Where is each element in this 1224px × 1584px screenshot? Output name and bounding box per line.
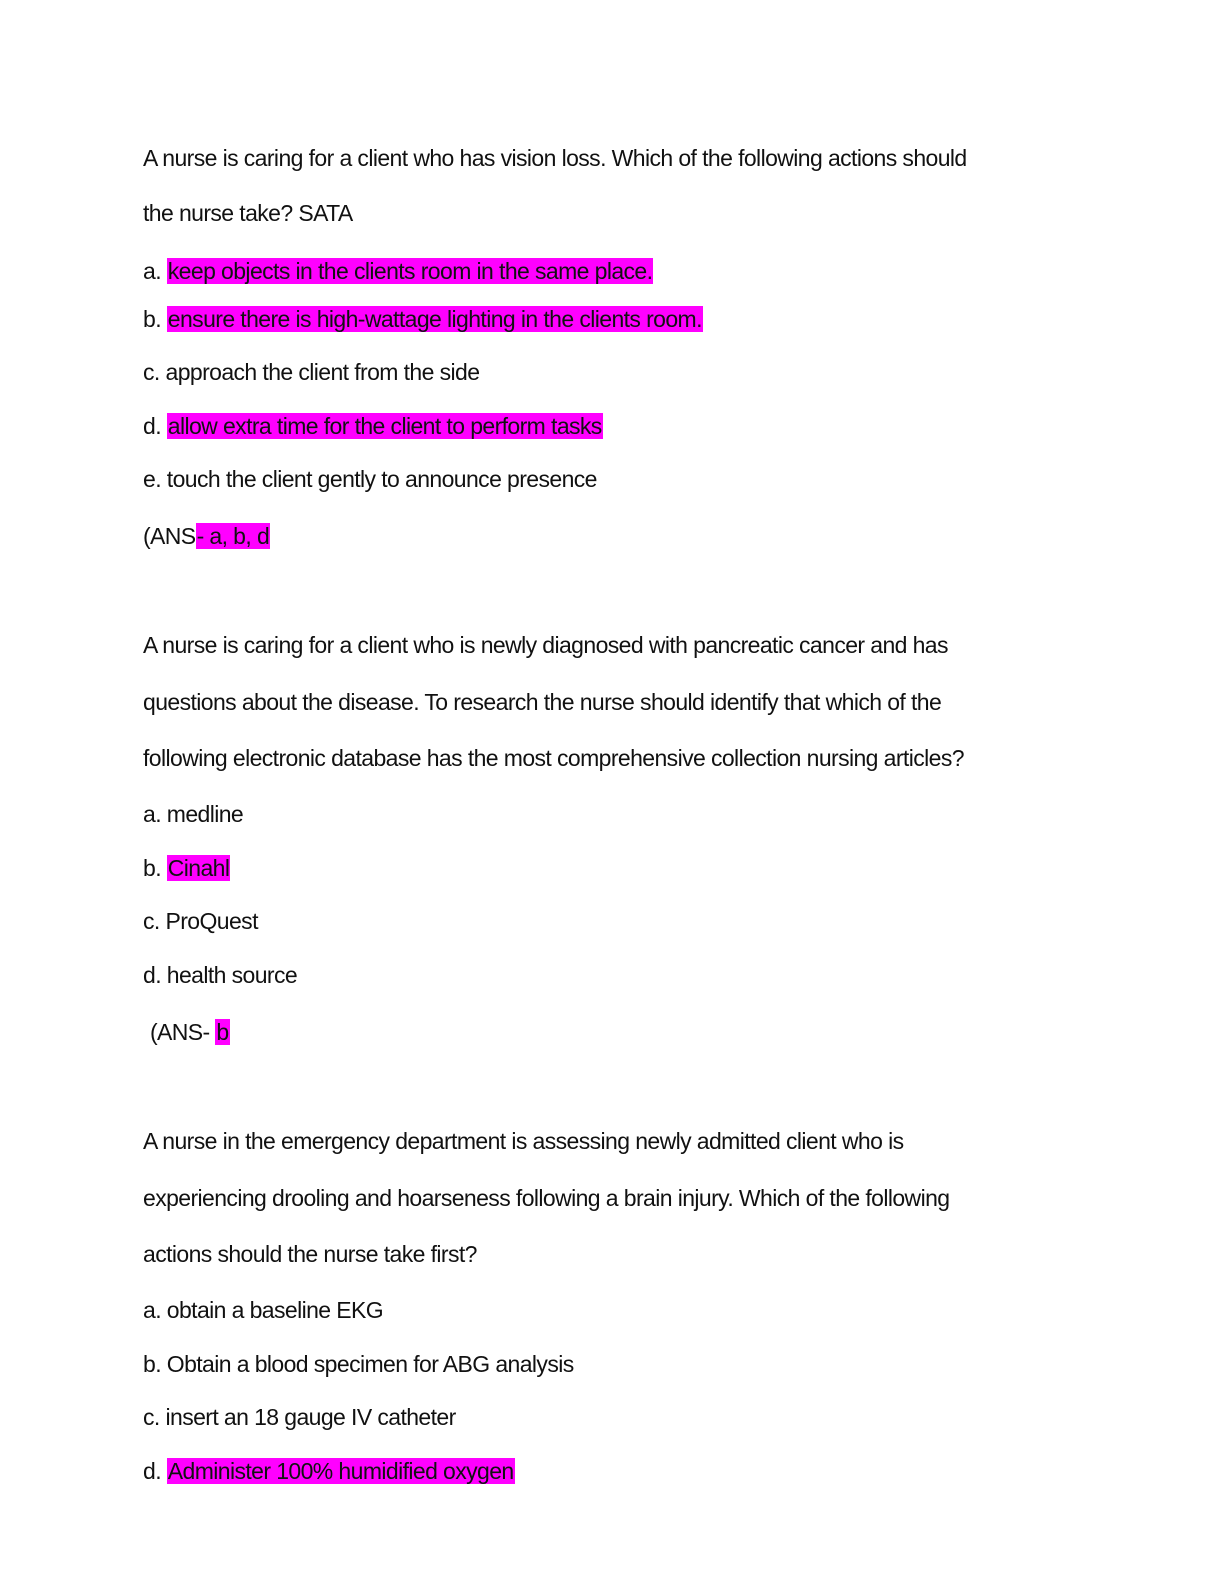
highlighted-option-text: allow extra time for the client to perform tasks — [167, 413, 602, 439]
option-text: medline — [166, 801, 244, 827]
option-letter: b. — [143, 855, 161, 881]
question-1-stem-line-1: A nurse is caring for a client who has vision loss. Which of the following actions should — [143, 145, 967, 171]
answer-prefix: (ANS- — [150, 1019, 210, 1045]
option-letter: d. — [143, 413, 161, 439]
question-2-answer — [150, 1012, 230, 1052]
highlighted-option-text: Cinahl — [167, 855, 230, 881]
question-1-answer — [143, 516, 270, 556]
option-text: obtain a baseline EKG — [166, 1297, 384, 1323]
option-text: health source — [166, 962, 298, 988]
option-text: Obtain a blood specimen for ABG analysis — [166, 1351, 574, 1377]
option-text: touch the client gently to announce presence — [166, 466, 597, 492]
option-letter: b. — [143, 1351, 161, 1377]
question-3-stem-line-3: actions should the nurse take first? — [143, 1241, 477, 1267]
question-2-option-a — [143, 794, 243, 834]
question-2-stem-line-3: following electronic database has the most comprehensive collection nursing articles? — [143, 745, 964, 771]
question-2-option-d — [143, 955, 297, 995]
question-1-option-b — [143, 299, 703, 339]
option-letter: d. — [143, 1458, 161, 1484]
question-2-stem-line-1: A nurse is caring for a client who is newly diagnosed with pancreatic cancer and has — [143, 632, 948, 658]
question-1-stem-line-2: the nurse take? SATA — [143, 200, 353, 226]
question-3-stem-line-2: experiencing drooling and hoarseness following a brain injury. Which of the following — [143, 1185, 950, 1211]
question-3-option-c — [143, 1397, 456, 1437]
highlighted-option-text: keep objects in the clients room in the same place. — [167, 258, 653, 284]
option-letter: a. — [143, 801, 161, 827]
option-letter: c. — [143, 1404, 160, 1430]
answer-value: b — [216, 1019, 229, 1045]
highlighted-option-text: ensure there is high-wattage lighting in the clients room. — [167, 306, 702, 332]
answer-prefix: (ANS — [143, 523, 196, 549]
option-letter: d. — [143, 962, 161, 988]
question-2-stem-line-2: questions about the disease. To research the nurse should identify that which of the — [143, 689, 942, 715]
option-text: ProQuest — [165, 908, 258, 934]
question-1-option-d — [143, 406, 603, 446]
highlighted-option-text: Administer 100% humidified oxygen — [167, 1458, 514, 1484]
option-letter: c. — [143, 359, 160, 385]
option-letter: c. — [143, 908, 160, 934]
question-1-option-a — [143, 251, 653, 291]
option-letter: b. — [143, 306, 161, 332]
question-3-option-d — [143, 1451, 515, 1491]
question-1-option-e — [143, 459, 597, 499]
option-letter: e. — [143, 466, 161, 492]
option-text: insert an 18 gauge IV catheter — [165, 1404, 456, 1430]
option-letter: a. — [143, 1297, 161, 1323]
answer-value: - a, b, d — [196, 523, 270, 549]
question-2-option-c — [143, 901, 258, 941]
question-3-option-a — [143, 1290, 383, 1330]
option-letter: a. — [143, 258, 161, 284]
question-2-option-b — [143, 848, 230, 888]
question-1-option-c — [143, 352, 479, 392]
question-3-option-b — [143, 1344, 574, 1384]
question-3-stem-line-1: A nurse in the emergency department is assessing newly admitted client who is — [143, 1128, 904, 1154]
option-text: approach the client from the side — [165, 359, 480, 385]
